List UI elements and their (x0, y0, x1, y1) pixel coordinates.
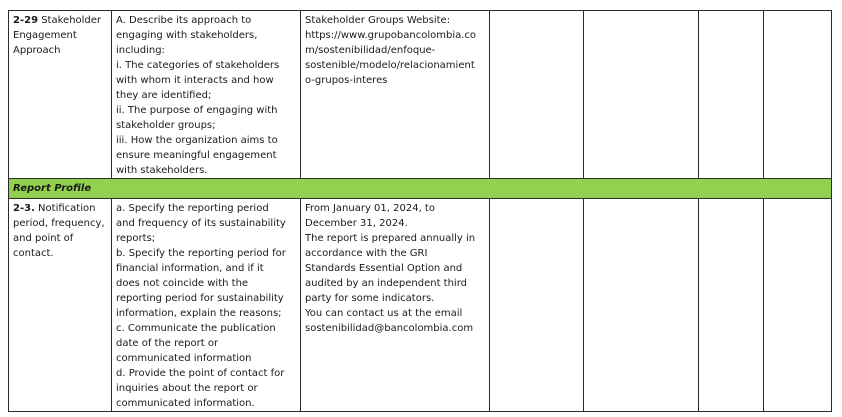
empty-cell (764, 199, 832, 412)
requirement-line: communicated information (116, 353, 252, 364)
requirement-cell (112, 11, 301, 179)
disclosure-code: 2-29 (13, 15, 39, 26)
empty-cell (490, 11, 584, 179)
requirement-line: with stakeholders. (116, 165, 208, 176)
disclosure-title-cell (9, 199, 112, 412)
requirement-line: engaging with stakeholders, (116, 30, 258, 41)
response-line: From January 01, 2024, to (305, 203, 435, 214)
response-link[interactable]: o-grupos-interes (305, 75, 388, 86)
requirement-line: a. Specify the reporting period (116, 203, 269, 214)
empty-cell (699, 11, 764, 179)
empty-cell (490, 199, 584, 412)
section-row (9, 179, 832, 199)
requirement-cell (112, 199, 301, 412)
response-link[interactable]: https://www.grupobancolombia.co (305, 30, 477, 41)
requirement-line: d. Provide the point of contact for (116, 368, 285, 379)
disclosure-title-line: contact. (13, 248, 54, 259)
requirement-line: ensure meaningful engagement (116, 150, 277, 161)
response-line: The report is prepared annually in (305, 233, 476, 244)
empty-cell (699, 199, 764, 412)
disclosure-title-line: Engagement (13, 30, 77, 41)
gri-index-table (8, 10, 832, 412)
disclosure-title: 2-3. Notification (13, 203, 96, 214)
response-line: audited by an independent third (305, 278, 467, 289)
requirement-line: including: (116, 45, 165, 56)
contact-email-link[interactable]: sostenibilidad@bancolombia.com (305, 323, 474, 334)
requirement-line: communicated information. (116, 398, 255, 409)
disclosure-title: 2-29 Stakeholder (13, 15, 102, 26)
response-cell (301, 199, 490, 412)
response-line: You can contact us at the email (305, 308, 463, 319)
requirement-line: reports; (116, 233, 156, 244)
requirement-line: financial information, and if it (116, 263, 264, 274)
disclosure-title-line: period, frequency, (13, 218, 105, 229)
requirement-line: date of the report or (116, 338, 219, 349)
requirement-line: c. Communicate the publication (116, 323, 276, 334)
requirement-line: reporting period for sustainability (116, 293, 284, 304)
disclosure-code: 2-3. (13, 203, 35, 214)
table-row (9, 11, 832, 179)
empty-cell (764, 11, 832, 179)
requirement-line: does not coincide with the (116, 278, 249, 289)
requirement-line: A. Describe its approach to (116, 15, 252, 26)
response-line: Standards Essential Option and (305, 263, 463, 274)
requirement-line: and frequency of its sustainability (116, 218, 286, 229)
empty-cell (584, 11, 699, 179)
empty-cell (584, 199, 699, 412)
disclosure-title-cell (9, 11, 112, 179)
response-line: Stakeholder Groups Website: (305, 15, 451, 26)
response-link[interactable]: m/sostenibilidad/enfoque- (305, 45, 436, 56)
table-row (9, 199, 832, 412)
requirement-line: with whom it interacts and how (116, 75, 274, 86)
requirement-line: information, explain the reasons; (116, 308, 282, 319)
response-line: party for some indicators. (305, 293, 435, 304)
disclosure-title-line: and point of (13, 233, 74, 244)
response-line: accordance with the GRI (305, 248, 428, 259)
requirement-line: b. Specify the reporting period for (116, 248, 286, 259)
response-link[interactable]: sostenible/modelo/relacionamient (305, 60, 475, 71)
requirement-line: i. The categories of stakeholders (116, 60, 280, 71)
requirement-line: inquiries about the report or (116, 383, 258, 394)
section-header-report-profile: Report Profile (9, 179, 832, 199)
response-line: December 31, 2024. (305, 218, 408, 229)
requirement-line: ii. The purpose of engaging with (116, 105, 278, 116)
requirement-line: iii. How the organization aims to (116, 135, 278, 146)
requirement-line: they are identified; (116, 90, 212, 101)
response-cell (301, 11, 490, 179)
disclosure-title-line: Approach (13, 45, 61, 56)
requirement-line: stakeholder groups; (116, 120, 216, 131)
